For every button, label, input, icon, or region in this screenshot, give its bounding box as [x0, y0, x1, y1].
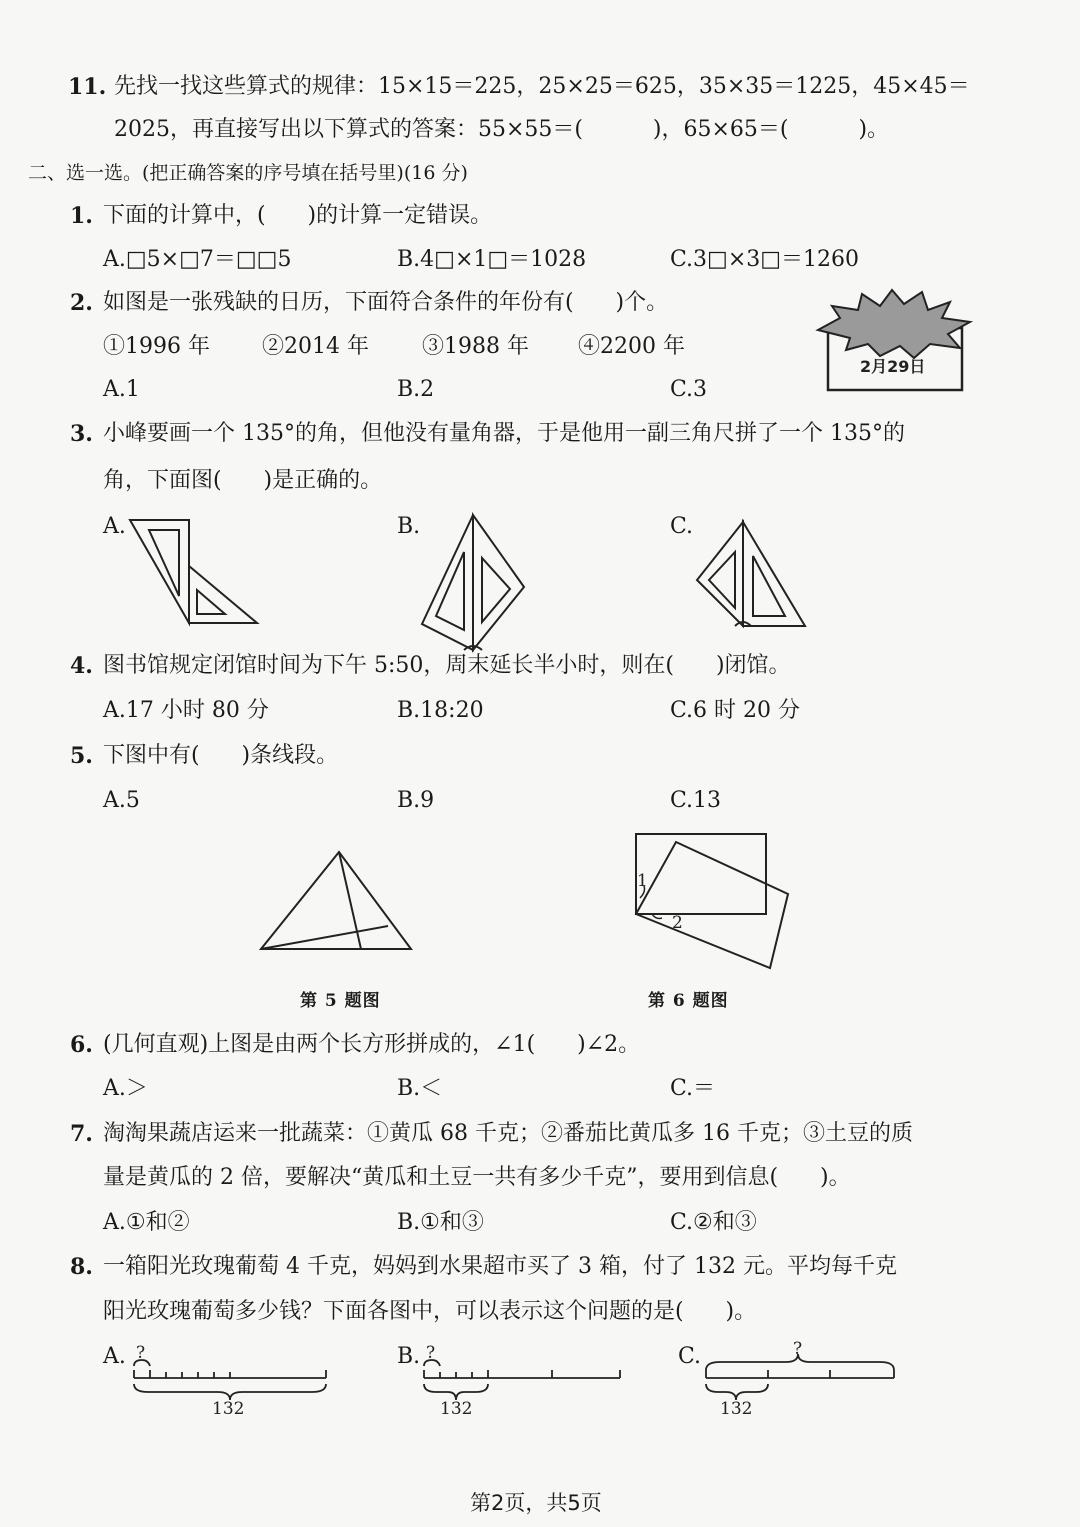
line-diagram-c: [700, 1339, 900, 1419]
q2-year-4: ④2200 年: [578, 334, 685, 359]
torn-calendar-figure: [810, 288, 980, 398]
q8-line1: 一箱阳光玫瑰葡萄 4 千克，妈妈到水果超市买了 3 箱，付了 132 元。平均每千克: [103, 1254, 897, 1279]
q2-year-2: ②2014 年: [262, 334, 369, 359]
q2-year-3: ③1988 年: [422, 334, 529, 359]
q7-line1: 淘淘果蔬店运来一批蔬菜：①黄瓜 68 千克；②番茄比黄瓜多 16 千克；③土豆的质: [103, 1121, 913, 1146]
q11-number: 11.: [68, 74, 107, 100]
q2-option-a: A.1: [103, 377, 140, 402]
set-square-figure-a: [125, 518, 265, 628]
q3-number: 3.: [70, 421, 93, 447]
set-square-figure-c: [695, 518, 810, 633]
q8-line2: 阳光玫瑰葡萄多少钱？下面各图中，可以表示这个问题的是( )。: [103, 1299, 757, 1324]
q6-option-c: C.＝: [670, 1076, 716, 1101]
page-footer: 第2页，共5页: [470, 1491, 602, 1515]
diagram-a-question: ?: [136, 1343, 146, 1363]
q4-option-c: C.6 时 20 分: [670, 698, 801, 723]
diagram-b-question: ?: [426, 1343, 436, 1363]
diagram-a-total: 132: [212, 1399, 245, 1419]
q8-option-a: A.: [103, 1344, 126, 1369]
q3-option-a: A.: [103, 514, 126, 539]
q2-year-1: ①1996 年: [103, 334, 210, 359]
q1-option-a: A.□5×□7＝□□5: [103, 247, 292, 272]
q5-number: 5.: [70, 743, 93, 769]
q11-line1: 先找一找这些算式的规律：15×15＝225，25×25＝625，35×35＝1225，45×45＝: [114, 74, 970, 99]
diagram-b-total: 132: [440, 1399, 473, 1419]
q3-option-c: C.: [670, 514, 694, 539]
q6-option-b: B.＜: [397, 1076, 443, 1101]
q2-option-b: B.2: [397, 377, 435, 402]
q1-number: 1.: [70, 203, 93, 229]
q5-option-c: C.13: [670, 788, 722, 813]
q7-line2: 量是黄瓜的 2 倍，要解决“黄瓜和土豆一共有多少千克”，要用到信息( )。: [103, 1165, 851, 1190]
figure-5-triangle: [255, 846, 420, 956]
q2-number: 2.: [70, 290, 93, 316]
q1-stem: 下面的计算中，( )的计算一定错误。: [103, 203, 493, 228]
q4-number: 4.: [70, 653, 93, 679]
q2-stem: 如图是一张残缺的日历，下面符合条件的年份有( )个。: [103, 290, 669, 315]
q7-option-c: C.②和③: [670, 1210, 757, 1235]
q1-option-c: C.3□×3□＝1260: [670, 247, 860, 272]
angle-1-label: 1: [637, 871, 648, 891]
section-2-title: 二、选一选。(把正确答案的序号填在括号里)(16 分): [28, 162, 468, 184]
line-diagram-a: [128, 1342, 338, 1417]
figure-5-caption: 第 5 题图: [300, 991, 381, 1011]
q7-option-a: A.①和②: [103, 1210, 190, 1235]
q3-line1: 小峰要画一个 135°的角，但他没有量角器，于是他用一副三角尺拼了一个 135°的: [103, 421, 905, 446]
diagram-c-question: ?: [793, 1339, 803, 1359]
angle-2-label: 2: [672, 913, 683, 933]
q6-option-a: A.＞: [103, 1076, 148, 1101]
q8-option-b: B.: [397, 1344, 421, 1369]
q5-option-a: A.5: [103, 788, 140, 813]
q3-option-b: B.: [397, 514, 421, 539]
q4-stem: 图书馆规定闭馆时间为下午 5:50，周末延长半小时，则在( )闭馆。: [103, 653, 791, 678]
q4-option-a: A.17 小时 80 分: [103, 698, 269, 723]
q5-option-b: B.9: [397, 788, 435, 813]
q8-option-c: C.: [678, 1344, 702, 1369]
q2-option-c: C.3: [670, 377, 708, 402]
calendar-date-label: 2月29日: [860, 357, 926, 376]
set-square-figure-b: [418, 512, 528, 662]
q6-number: 6.: [70, 1032, 93, 1058]
figure-6-rectangles: [630, 828, 795, 973]
q6-stem: (几何直观)上图是由两个长方形拼成的，∠1( )∠2。: [103, 1032, 641, 1057]
q7-number: 7.: [70, 1121, 93, 1147]
line-diagram-b: [418, 1342, 628, 1417]
q5-stem: 下图中有( )条线段。: [103, 743, 339, 768]
diagram-c-total: 132: [720, 1399, 753, 1419]
q7-option-b: B.①和③: [397, 1210, 484, 1235]
q4-option-b: B.18:20: [397, 698, 484, 723]
q3-line2: 角，下面图( )是正确的。: [103, 468, 383, 493]
q11-line2: 2025，再直接写出以下算式的答案：55×55＝( )，65×65＝( )。: [114, 117, 890, 142]
figure-6-caption: 第 6 题图: [648, 991, 729, 1011]
q1-option-b: B.4□×1□＝1028: [397, 247, 587, 272]
q8-number: 8.: [70, 1254, 93, 1280]
